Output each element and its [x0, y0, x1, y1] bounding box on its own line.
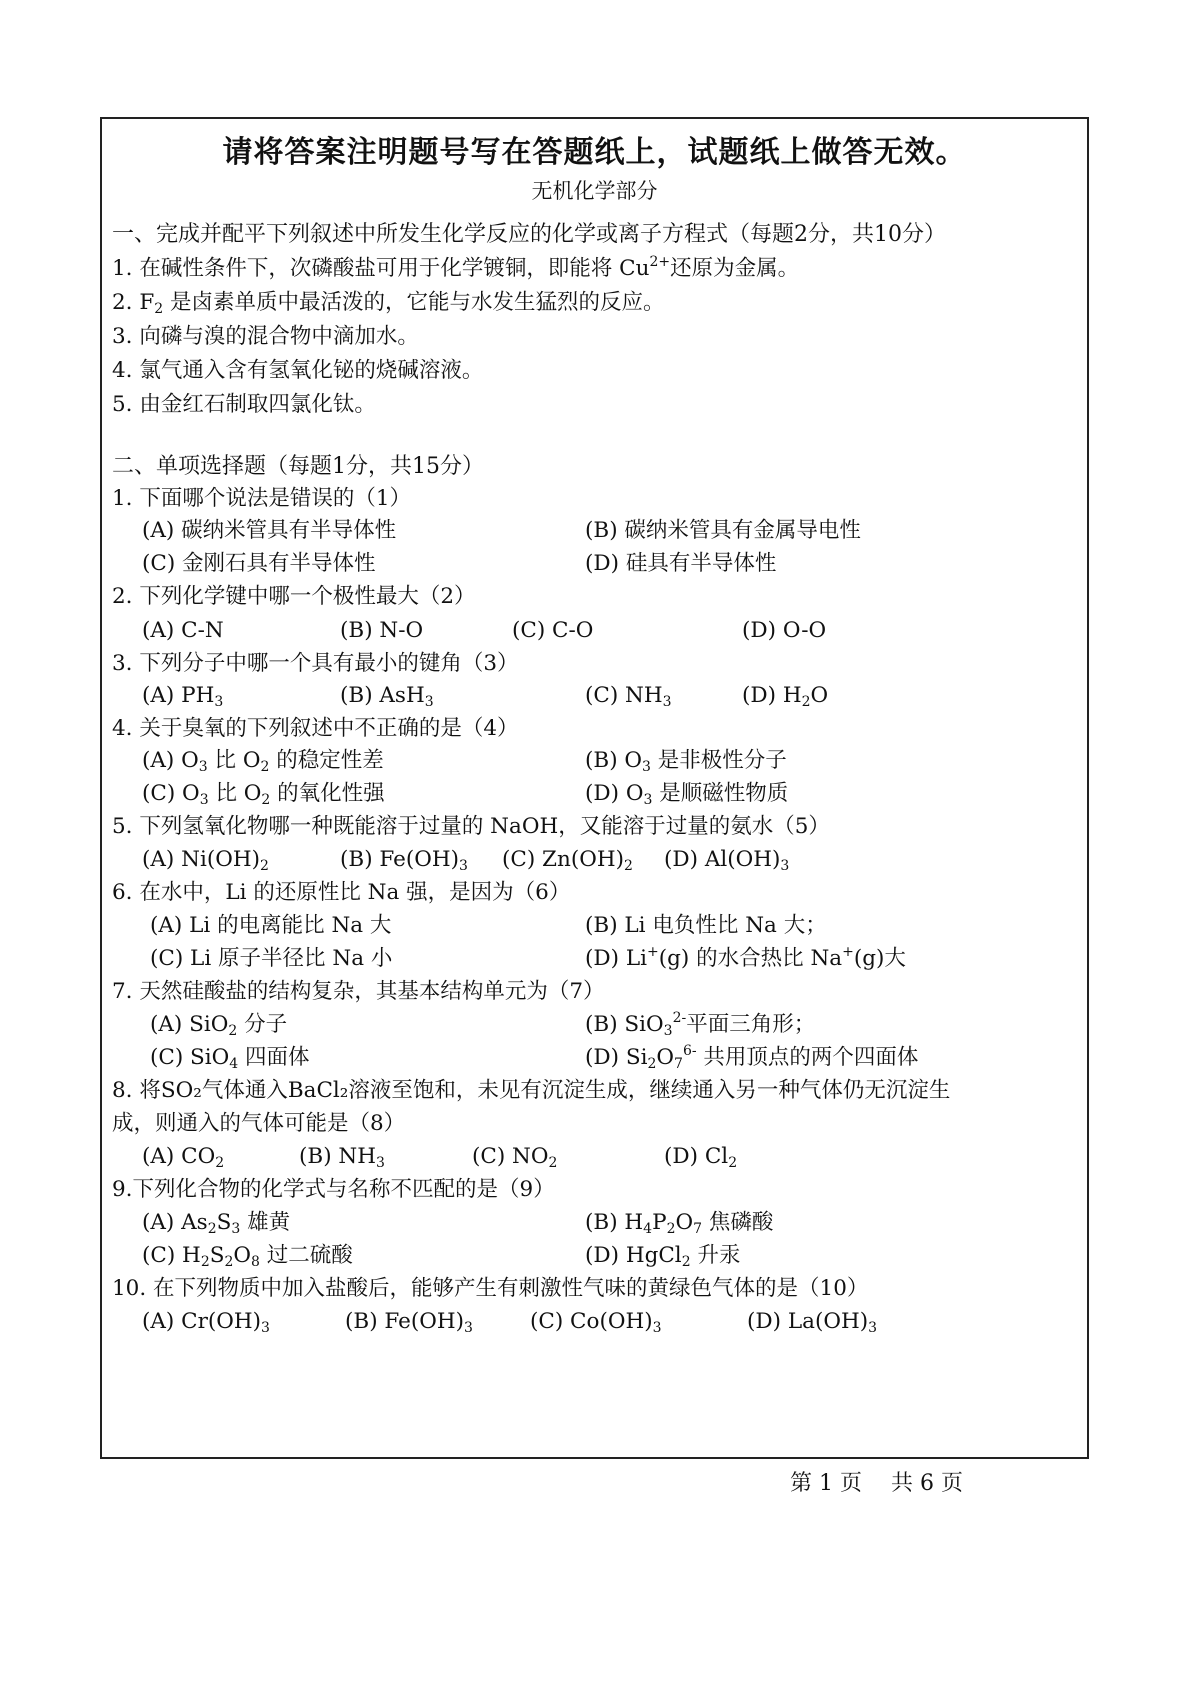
s2-q7-option-c: (C) SiO$_4$ 四面体	[150, 1045, 310, 1072]
s1-question-4: 4. 氯气通入含有氢氧化铋的烧碱溶液。	[112, 358, 484, 383]
s2-question-3-stem: 3. 下列分子中哪一个具有最小的键角（3）	[112, 651, 519, 676]
s2-q9-option-c: (C) $H_2S_2O_8$ 过二硫酸	[142, 1243, 353, 1270]
s2-question-4-stem: 4. 关于臭氧的下列叙述中不正确的是（4）	[112, 716, 519, 741]
s2-question-10-stem: 10. 在下列物质中加入盐酸后，能够产生有刺激性气味的黄绿色气体的是（10）	[112, 1276, 869, 1301]
s2-q2-option-a: (A) C-N	[142, 618, 224, 643]
s2-q6-option-b: (B) Li 电负性比 Na 大；	[585, 913, 827, 938]
s2-q9-option-b: (B) $H_4P_2O_7$ 焦磷酸	[585, 1210, 774, 1237]
s2-question-6-stem: 6. 在水中，Li 的还原性比 Na 强，是因为（6）	[112, 880, 571, 905]
s2-q1-option-c: (C) 金刚石具有半导体性	[142, 551, 376, 576]
s2-q8-option-a: (A) $CO_2$	[142, 1144, 225, 1171]
s2-q4-option-d: (D) $O_3$ 是顺磁性物质	[585, 781, 789, 808]
s2-question-9-stem: 9.下列化合物的化学式与名称不匹配的是（9）	[112, 1177, 555, 1202]
s2-q8-option-c: (C) $NO_2$	[472, 1144, 558, 1171]
s1-question-5: 5. 由金红石制取四氯化钛。	[112, 392, 376, 417]
s2-q3-option-d: (D) $H_2O$	[742, 683, 829, 710]
s2-q1-option-a: (A) 碳纳米管具有半导体性	[142, 518, 397, 543]
s2-q4-option-b: (B) $O_3$ 是非极性分子	[585, 748, 787, 775]
s2-q8-option-d: (D) $Cl_2$	[664, 1144, 738, 1171]
s2-q7-option-d: (D) $Si_2O_7^{6-}$ 共用顶点的两个四面体	[585, 1043, 919, 1072]
s2-q5-option-d: (D) $Al(OH)_3$	[664, 847, 790, 874]
s2-q4-option-a: (A) $O_3$ 比 $O_2$ 的稳定性差	[142, 748, 384, 775]
s2-question-2-stem: 2. 下列化学键中哪一个极性最大（2）	[112, 584, 476, 609]
s2-q5-option-c: (C) $Zn(OH)_2$	[502, 847, 633, 874]
s2-question-7-stem: 7. 天然硅酸盐的结构复杂，其基本结构单元为（7）	[112, 979, 605, 1004]
s2-q7-option-b: (B) SiO$_3^{2-}$平面三角形；	[585, 1010, 816, 1039]
s2-q2-option-d: (D) O-O	[742, 618, 827, 643]
exam-frame	[100, 117, 1089, 1459]
s2-q4-option-c: (C) $O_3$ 比 $O_2$ 的氧化性强	[142, 781, 385, 808]
s2-q10-option-d: (D) $La(OH)_3$	[747, 1309, 878, 1336]
s2-q1-option-d: (D) 硅具有半导体性	[585, 551, 777, 576]
s2-question-8-stem: 8. 将SO₂气体通入BaCl₂溶液至饱和，未见有沉淀生成，继续通入另一种气体仍无沉淀生	[112, 1078, 951, 1103]
s2-question-8-stem-cont: 成，则通入的气体可能是（8）	[112, 1111, 406, 1136]
s2-q3-option-a: (A) $PH_3$	[142, 683, 224, 710]
s1-question-2: 2. $F_2$ 是卤素单质中最活泼的，它能与水发生猛烈的反应。	[112, 290, 665, 317]
s2-q3-option-c: (C) $NH_3$	[585, 683, 672, 710]
s2-q3-option-b: (B) AsH$_3$	[340, 683, 434, 710]
section2-heading: 二、单项选择题（每题1分，共15分）	[112, 454, 484, 479]
s2-q10-option-c: (C) $Co(OH)_3$	[530, 1309, 662, 1336]
s2-q1-option-b: (B) 碳纳米管具有金属导电性	[585, 518, 861, 543]
page-title: 请将答案注明题号写在答题纸上，试题纸上做答无效。	[222, 135, 967, 170]
s2-q6-option-c: (C) Li 原子半径比 Na 小	[150, 946, 393, 971]
s2-q6-option-a: (A) Li 的电离能比 Na 大	[150, 913, 392, 938]
s1-question-3: 3. 向磷与溴的混合物中滴加水。	[112, 324, 419, 349]
s2-q10-option-b: (B) $Fe(OH)_3$	[345, 1309, 473, 1336]
s2-q6-option-d: (D) Li+(g) 的水合热比 Na+(g)大	[585, 944, 906, 971]
page-number-footer: 第 1 页 共 6 页	[790, 1471, 963, 1496]
s2-q9-option-a: (A) $As_2S_3$ 雄黄	[142, 1210, 291, 1237]
s2-q2-option-b: (B) N-O	[340, 618, 424, 643]
s2-q8-option-b: (B) $NH_3$	[299, 1144, 385, 1171]
s2-q9-option-d: (D) HgCl$_2$ 升汞	[585, 1243, 741, 1270]
section1-heading: 一、完成并配平下列叙述中所发生化学反应的化学或离子方程式（每题2分，共10分）	[112, 222, 946, 247]
s2-q2-option-c: (C) C-O	[512, 618, 594, 643]
s2-question-1-stem: 1. 下面哪个说法是错误的（1）	[112, 486, 412, 511]
section-subtitle: 无机化学部分	[531, 179, 658, 203]
s2-q5-option-a: (A) $Ni(OH)_2$	[142, 847, 269, 874]
s1-question-1: 1. 在碱性条件下，次磷酸盐可用于化学镀铜，即能将 $Cu^{2+}$还原为金属。	[112, 254, 800, 281]
s2-q7-option-a: (A) SiO$_2$ 分子	[150, 1012, 288, 1039]
s2-q5-option-b: (B) $Fe(OH)_3$	[340, 847, 468, 874]
s2-q10-option-a: (A) $Cr(OH)_3$	[142, 1309, 270, 1336]
s2-question-5-stem: 5. 下列氢氧化物哪一种既能溶于过量的 NaOH，又能溶于过量的氨水（5）	[112, 814, 830, 839]
